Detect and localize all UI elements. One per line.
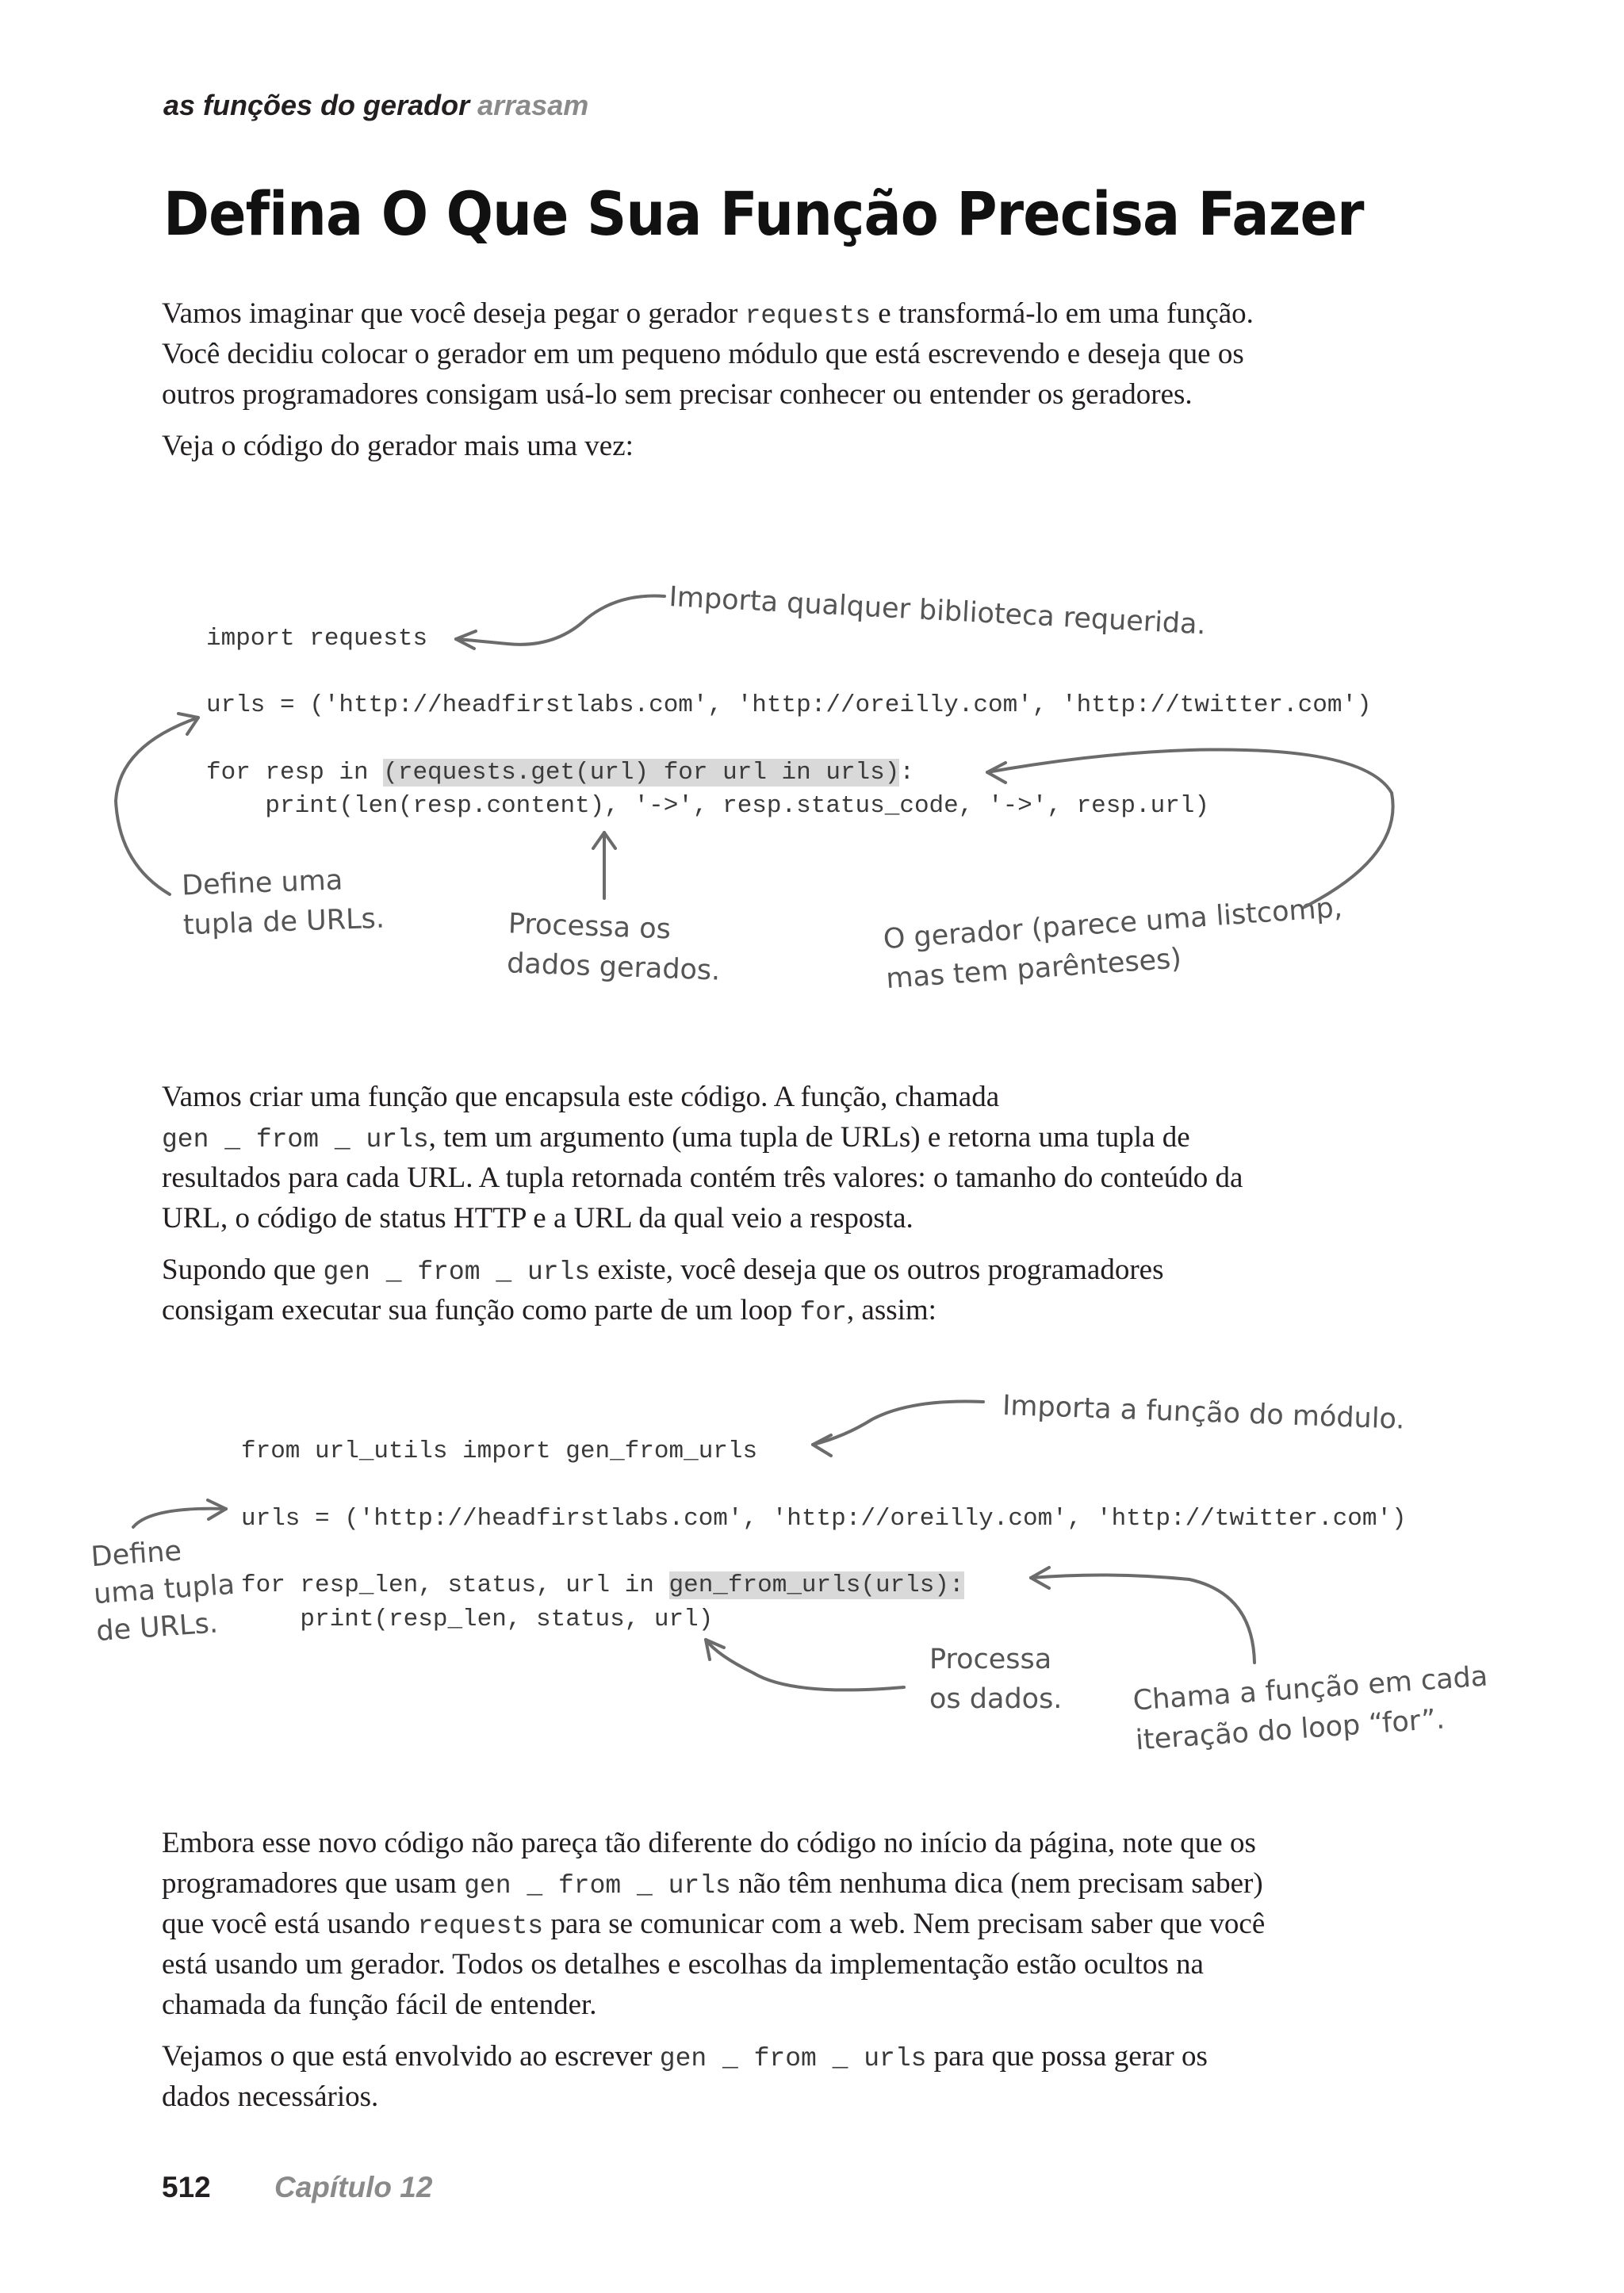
note-line: Chama a função em cada	[1132, 1660, 1489, 1717]
text-run: Vamos criar uma função que encapsula este código. A função, chamada	[162, 1081, 1000, 1113]
code-highlight-generator: (requests.get(url) for url in urls)	[383, 759, 900, 787]
text-run: Vamos imaginar que você deseja pegar o gerador	[162, 297, 745, 330]
inline-code: requests	[417, 1912, 544, 1941]
code-line-import: import requests	[206, 625, 428, 653]
text-run: para que possa gerar os dados necessários.	[162, 2040, 1208, 2113]
note-line: os dados.	[929, 1683, 1063, 1715]
closing-paragraph-2	[162, 2036, 1272, 2117]
text-run: para se comunicar com a web. Nem precisam saber que você está usando um gerador. Todos os detalhes e escolhas da implementação estão ocultos na chamada da função fácil de entender.	[162, 1908, 1266, 2021]
inline-code: for	[799, 1298, 847, 1327]
note-line: O gerador (parece uma listcomp,	[882, 891, 1344, 956]
intro-lead-paragraph: Veja o código do gerador mais uma vez:	[162, 430, 634, 462]
note-line: Define	[90, 1535, 183, 1574]
code-line-urls-2: urls = ('http://headfirstlabs.com', 'http://oreilly.com', 'http://twitter.com')	[241, 1505, 1407, 1533]
note-line: uma tupla	[92, 1568, 236, 1611]
code-text: for resp in	[206, 759, 384, 787]
code-highlight-call: gen_from_urls(urls):	[668, 1571, 964, 1599]
arrow-generator	[987, 749, 1393, 907]
note-line: dados gerados.	[506, 947, 721, 987]
inline-code: gen _ from _ urls	[162, 1125, 429, 1154]
page-title: Defina O Que Sua Função Precisa Fazer	[163, 178, 1364, 249]
text-run: existe, você deseja que os outros programadores consigam executar sua função como parte de um loop	[162, 1254, 1164, 1326]
note-import-library: Importa qualquer biblioteca requerida.	[668, 580, 1207, 641]
chapter-label: Capítulo 12	[274, 2171, 433, 2203]
inline-code: gen _ from _ urls	[659, 2044, 927, 2073]
closing-section	[162, 1823, 1272, 2117]
text-run: Embora esse novo código não pareça tão diferente do código no início da página, note que os programadores que usam	[162, 1827, 1256, 1900]
code-line-urls: urls = ('http://headfirstlabs.com', 'http://oreilly.com', 'http://twitter.com')	[206, 691, 1372, 719]
arrow-call-function	[1031, 1575, 1254, 1663]
note-line: tupla de URLs.	[182, 902, 385, 942]
note-import-function: Importa a função do módulo.	[1002, 1389, 1406, 1436]
text-run: não têm nenhuma dica (nem precisam saber) que você está usando	[162, 1867, 1263, 1940]
text-run: e transformá-lo em uma função. Você decidiu colocar o gerador em um pequeno módulo que está escrevendo e deseja que os outros programadores consigam usá-lo sem precisar conhecer ou entender os geradores.	[162, 297, 1254, 411]
arrow-process-data	[706, 1640, 904, 1690]
running-head-main: as funções do gerador	[163, 89, 470, 121]
inline-code: gen _ from _ urls	[464, 1871, 731, 1901]
arrow-import-function	[813, 1401, 983, 1445]
text-run: , tem um argumento (uma tupla de URLs) e retorna uma tupla de resultados para cada URL. A tupla retornada contém três valores: o tamanho do conteúdo da URL, o código de status HTTP e a URL da qual veio a resposta.	[162, 1121, 1243, 1235]
code-text: :	[899, 759, 914, 787]
note-line: de URLs.	[95, 1607, 220, 1648]
code-line-print: print(len(resp.content), '->', resp.status_code, '->', resp.url)	[206, 792, 1210, 820]
code-line-from-import: from url_utils import gen_from_urls	[241, 1437, 758, 1465]
inline-code: gen _ from _ urls	[323, 1258, 591, 1287]
inline-code: requests	[745, 301, 871, 331]
note-line: Processa	[929, 1644, 1052, 1675]
note-line: Define uma	[181, 864, 343, 902]
closing-paragraph-1	[162, 1823, 1272, 2025]
note-line: mas tem parênteses)	[885, 943, 1183, 996]
arrow-import	[456, 596, 665, 645]
arrow-define-tuple	[116, 718, 198, 894]
code-text: for resp_len, status, url in	[241, 1571, 669, 1599]
text-run: , assim:	[846, 1294, 936, 1326]
note-line: Processa os	[508, 908, 672, 946]
note-line: iteração do loop “for”.	[1134, 1703, 1446, 1757]
page-number: 512	[162, 2171, 211, 2203]
code-line-print-2: print(resp_len, status, url)	[241, 1606, 714, 1633]
text-run: Supondo que	[162, 1254, 324, 1286]
running-head-accent: arrasam	[477, 89, 589, 121]
text-run: Vejamos o que está envolvido ao escrever	[162, 2040, 660, 2073]
